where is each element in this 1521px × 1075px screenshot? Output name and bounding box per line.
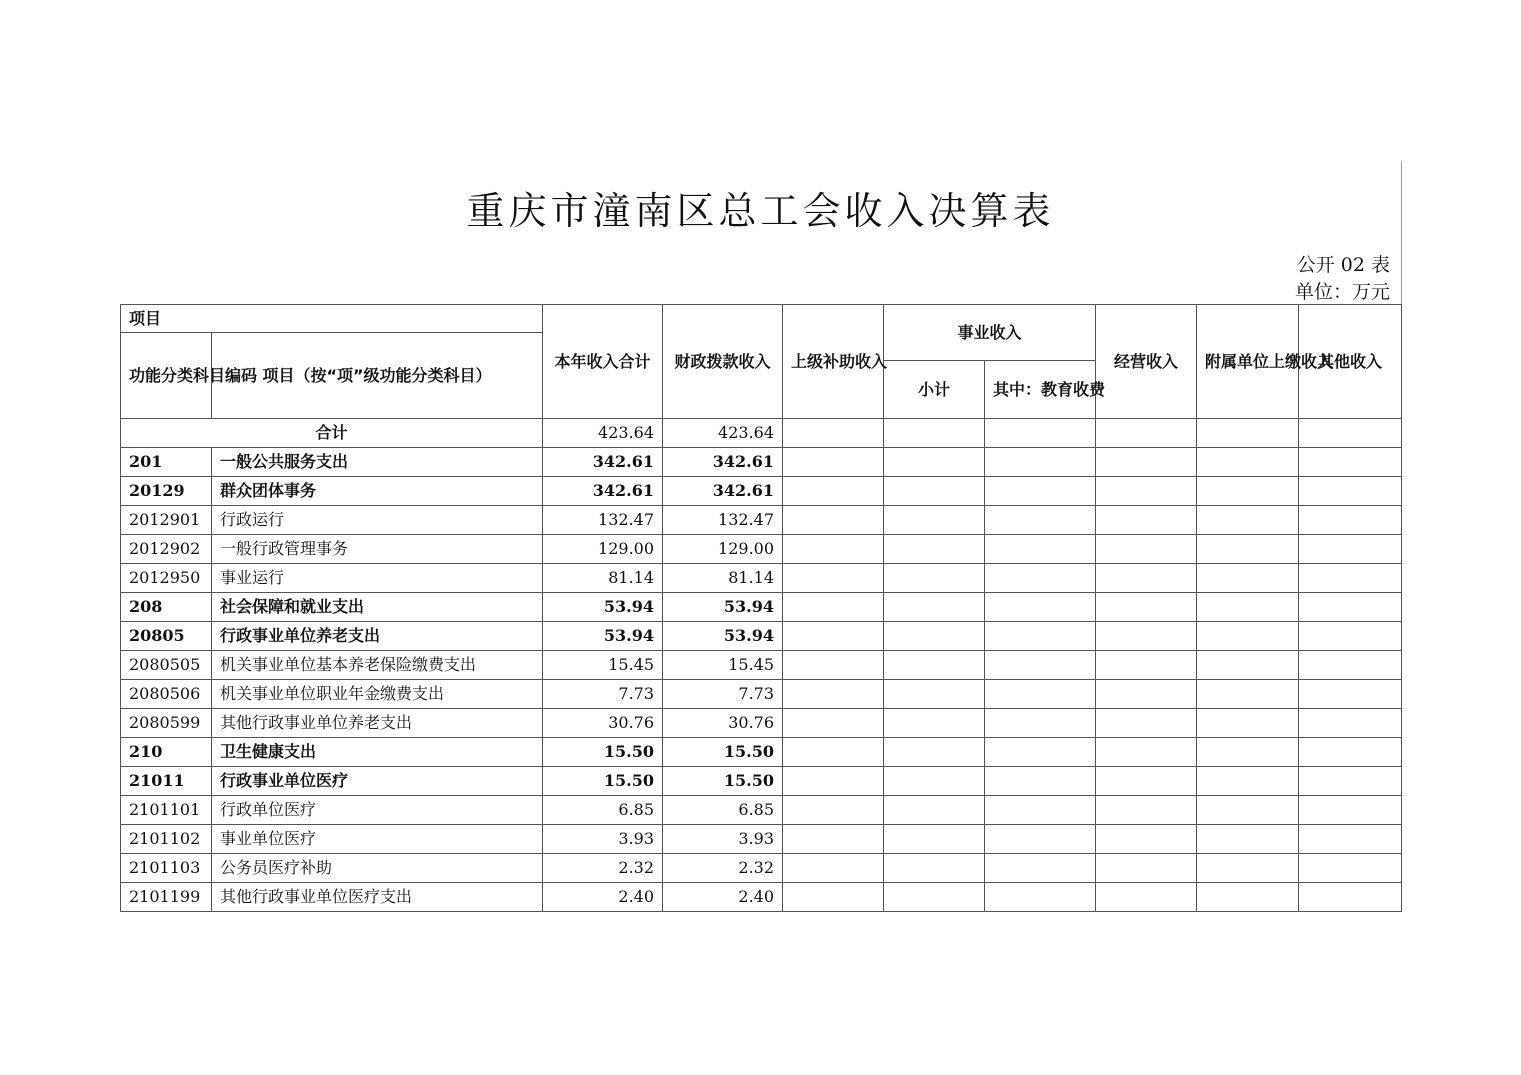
empty-cell	[1299, 883, 1402, 912]
header-other-income: 其他收入	[1299, 305, 1402, 419]
empty-cell	[1096, 680, 1197, 709]
header-education-fee: 其中：教育收费	[985, 361, 1096, 419]
header-operating-income: 经营收入	[1096, 305, 1197, 419]
row-total: 53.94	[543, 622, 663, 651]
row-fiscal: 15.50	[663, 738, 783, 767]
empty-cell	[1197, 506, 1299, 535]
document-title: 重庆市潼南区总工会收入决算表	[466, 189, 1055, 233]
table-row	[121, 883, 1402, 912]
empty-cell	[1299, 506, 1402, 535]
row-fiscal: 2.40	[663, 883, 783, 912]
empty-cell	[1197, 593, 1299, 622]
row-name: 行政事业单位医疗	[212, 767, 543, 796]
table-row	[121, 680, 1402, 709]
form-number: 公开 02 表	[1296, 254, 1390, 276]
empty-cell	[783, 622, 884, 651]
empty-cell	[1197, 448, 1299, 477]
row-code: 210	[121, 738, 212, 767]
empty-cell	[1197, 622, 1299, 651]
empty-cell	[985, 796, 1096, 825]
empty-cell	[783, 883, 884, 912]
empty-cell	[783, 448, 884, 477]
empty-cell	[985, 854, 1096, 883]
row-code: 20129	[121, 477, 212, 506]
table-row	[121, 622, 1402, 651]
empty-cell	[783, 564, 884, 593]
table-row	[121, 506, 1402, 535]
row-fiscal: 15.45	[663, 651, 783, 680]
empty-cell	[1096, 448, 1197, 477]
header-superior-subsidy: 上级补助收入	[783, 305, 884, 419]
empty-cell	[783, 767, 884, 796]
empty-cell	[1096, 825, 1197, 854]
empty-cell	[1299, 651, 1402, 680]
row-fiscal: 30.76	[663, 709, 783, 738]
row-fiscal: 342.61	[663, 448, 783, 477]
empty-cell	[1197, 680, 1299, 709]
row-name: 行政事业单位养老支出	[212, 622, 543, 651]
row-code: 2080505	[121, 651, 212, 680]
header-total-income: 本年收入合计	[543, 305, 663, 419]
empty-cell	[1299, 535, 1402, 564]
empty-cell	[1096, 477, 1197, 506]
row-code: 2012950	[121, 564, 212, 593]
table-row	[121, 564, 1402, 593]
empty-cell	[783, 506, 884, 535]
empty-cell	[783, 477, 884, 506]
empty-cell	[985, 477, 1096, 506]
table-row	[121, 535, 1402, 564]
empty-cell	[1197, 767, 1299, 796]
empty-cell	[1299, 622, 1402, 651]
empty-cell	[1096, 535, 1197, 564]
empty-cell	[1299, 448, 1402, 477]
row-fiscal: 132.47	[663, 506, 783, 535]
row-name: 机关事业单位基本养老保险缴费支出	[212, 651, 543, 680]
empty-cell	[1096, 709, 1197, 738]
row-total: 3.93	[543, 825, 663, 854]
row-name: 公务员医疗补助	[212, 854, 543, 883]
row-name: 机关事业单位职业年金缴费支出	[212, 680, 543, 709]
empty-cell	[884, 709, 985, 738]
row-fiscal: 129.00	[663, 535, 783, 564]
empty-cell	[1096, 564, 1197, 593]
empty-cell	[1197, 651, 1299, 680]
empty-cell	[783, 593, 884, 622]
row-code: 20805	[121, 622, 212, 651]
total-label: 合计	[121, 419, 543, 448]
empty-cell	[884, 796, 985, 825]
empty-cell	[884, 767, 985, 796]
row-name: 一般行政管理事务	[212, 535, 543, 564]
row-total: 15.50	[543, 767, 663, 796]
table-row	[121, 477, 1402, 506]
empty-cell	[985, 622, 1096, 651]
empty-cell	[884, 651, 985, 680]
row-code: 201	[121, 448, 212, 477]
empty-cell	[985, 767, 1096, 796]
empty-cell	[985, 651, 1096, 680]
row-fiscal: 3.93	[663, 825, 783, 854]
row-code: 2101101	[121, 796, 212, 825]
row-name: 卫生健康支出	[212, 738, 543, 767]
empty-cell	[884, 854, 985, 883]
row-name: 行政运行	[212, 506, 543, 535]
empty-cell	[783, 680, 884, 709]
header-func-name: 项目（按“项”级功能分类科目）	[212, 333, 543, 419]
empty-cell	[1197, 564, 1299, 593]
empty-cell	[1299, 680, 1402, 709]
row-code: 2080599	[121, 709, 212, 738]
empty-cell	[1096, 419, 1197, 448]
row-code: 2101199	[121, 883, 212, 912]
row-name: 社会保障和就业支出	[212, 593, 543, 622]
empty-cell	[783, 535, 884, 564]
empty-cell	[884, 477, 985, 506]
empty-cell	[985, 709, 1096, 738]
empty-cell	[985, 825, 1096, 854]
table-row	[121, 448, 1402, 477]
empty-cell	[783, 796, 884, 825]
row-code: 2080506	[121, 680, 212, 709]
row-name: 一般公共服务支出	[212, 448, 543, 477]
row-code: 2012902	[121, 535, 212, 564]
empty-cell	[1096, 854, 1197, 883]
empty-cell	[884, 680, 985, 709]
empty-cell	[1299, 477, 1402, 506]
row-fiscal: 53.94	[663, 622, 783, 651]
table-row	[121, 796, 1402, 825]
empty-cell	[1197, 709, 1299, 738]
row-total: 342.61	[543, 477, 663, 506]
empty-cell	[985, 448, 1096, 477]
empty-cell	[783, 709, 884, 738]
row-total: 129.00	[543, 535, 663, 564]
empty-cell	[1096, 767, 1197, 796]
row-fiscal: 81.14	[663, 564, 783, 593]
income-table	[120, 304, 1402, 912]
header-business-income: 事业收入	[884, 305, 1096, 361]
empty-cell	[1197, 419, 1299, 448]
empty-cell	[1096, 622, 1197, 651]
table-row	[121, 767, 1402, 796]
row-name: 群众团体事务	[212, 477, 543, 506]
header-project: 项目	[121, 305, 543, 333]
table-row	[121, 593, 1402, 622]
empty-cell	[1197, 738, 1299, 767]
empty-cell	[1197, 854, 1299, 883]
total-fiscal-value: 423.64	[663, 419, 783, 448]
empty-cell	[1299, 738, 1402, 767]
row-name: 事业运行	[212, 564, 543, 593]
empty-cell	[1096, 883, 1197, 912]
empty-cell	[985, 680, 1096, 709]
row-total: 2.32	[543, 854, 663, 883]
row-fiscal: 2.32	[663, 854, 783, 883]
table-row	[121, 709, 1402, 738]
row-fiscal: 7.73	[663, 680, 783, 709]
row-total: 7.73	[543, 680, 663, 709]
empty-cell	[884, 506, 985, 535]
table-row	[121, 854, 1402, 883]
row-total: 2.40	[543, 883, 663, 912]
empty-cell	[985, 593, 1096, 622]
empty-cell	[783, 651, 884, 680]
row-total: 15.50	[543, 738, 663, 767]
empty-cell	[985, 883, 1096, 912]
row-name: 行政单位医疗	[212, 796, 543, 825]
row-fiscal: 342.61	[663, 477, 783, 506]
empty-cell	[1299, 854, 1402, 883]
empty-cell	[1096, 506, 1197, 535]
header-affiliated-income: 附属单位上缴收入	[1197, 305, 1299, 419]
empty-cell	[884, 825, 985, 854]
empty-cell	[884, 564, 985, 593]
header-func-code: 功能分类科目编码	[121, 333, 212, 419]
table-row	[121, 825, 1402, 854]
row-total: 15.45	[543, 651, 663, 680]
empty-cell	[1299, 593, 1402, 622]
row-total: 132.47	[543, 506, 663, 535]
empty-cell	[985, 535, 1096, 564]
empty-cell	[1197, 883, 1299, 912]
row-code: 2012901	[121, 506, 212, 535]
empty-cell	[1299, 825, 1402, 854]
row-total: 6.85	[543, 796, 663, 825]
row-fiscal: 53.94	[663, 593, 783, 622]
total-row	[121, 419, 1402, 448]
empty-cell	[1096, 593, 1197, 622]
row-total: 30.76	[543, 709, 663, 738]
empty-cell	[884, 593, 985, 622]
empty-cell	[1299, 767, 1402, 796]
empty-cell	[884, 883, 985, 912]
table-row	[121, 738, 1402, 767]
row-total: 53.94	[543, 593, 663, 622]
empty-cell	[1096, 796, 1197, 825]
empty-cell	[1096, 738, 1197, 767]
header-fiscal: 财政拨款收入	[663, 305, 783, 419]
empty-cell	[884, 535, 985, 564]
empty-cell	[1299, 564, 1402, 593]
empty-cell	[884, 419, 985, 448]
empty-cell	[884, 622, 985, 651]
empty-cell	[1096, 651, 1197, 680]
empty-cell	[1299, 796, 1402, 825]
empty-cell	[783, 854, 884, 883]
row-fiscal: 6.85	[663, 796, 783, 825]
row-total: 342.61	[543, 448, 663, 477]
total-income-value: 423.64	[543, 419, 663, 448]
empty-cell	[783, 738, 884, 767]
unit-label: 单位：万元	[1294, 281, 1390, 303]
empty-cell	[1197, 477, 1299, 506]
row-name: 其他行政事业单位养老支出	[212, 709, 543, 738]
empty-cell	[985, 738, 1096, 767]
empty-cell	[884, 448, 985, 477]
empty-cell	[985, 419, 1096, 448]
row-name: 事业单位医疗	[212, 825, 543, 854]
table-row	[121, 651, 1402, 680]
empty-cell	[985, 564, 1096, 593]
row-fiscal: 15.50	[663, 767, 783, 796]
empty-cell	[1299, 419, 1402, 448]
table-body	[121, 448, 1402, 912]
empty-cell	[1299, 709, 1402, 738]
empty-cell	[783, 825, 884, 854]
empty-cell	[1197, 796, 1299, 825]
header-subtotal: 小计	[884, 361, 985, 419]
row-total: 81.14	[543, 564, 663, 593]
row-name: 其他行政事业单位医疗支出	[212, 883, 543, 912]
empty-cell	[985, 506, 1096, 535]
empty-cell	[1197, 535, 1299, 564]
empty-cell	[884, 738, 985, 767]
row-code: 21011	[121, 767, 212, 796]
empty-cell	[783, 419, 884, 448]
row-code: 2101102	[121, 825, 212, 854]
row-code: 208	[121, 593, 212, 622]
empty-cell	[1197, 825, 1299, 854]
row-code: 2101103	[121, 854, 212, 883]
